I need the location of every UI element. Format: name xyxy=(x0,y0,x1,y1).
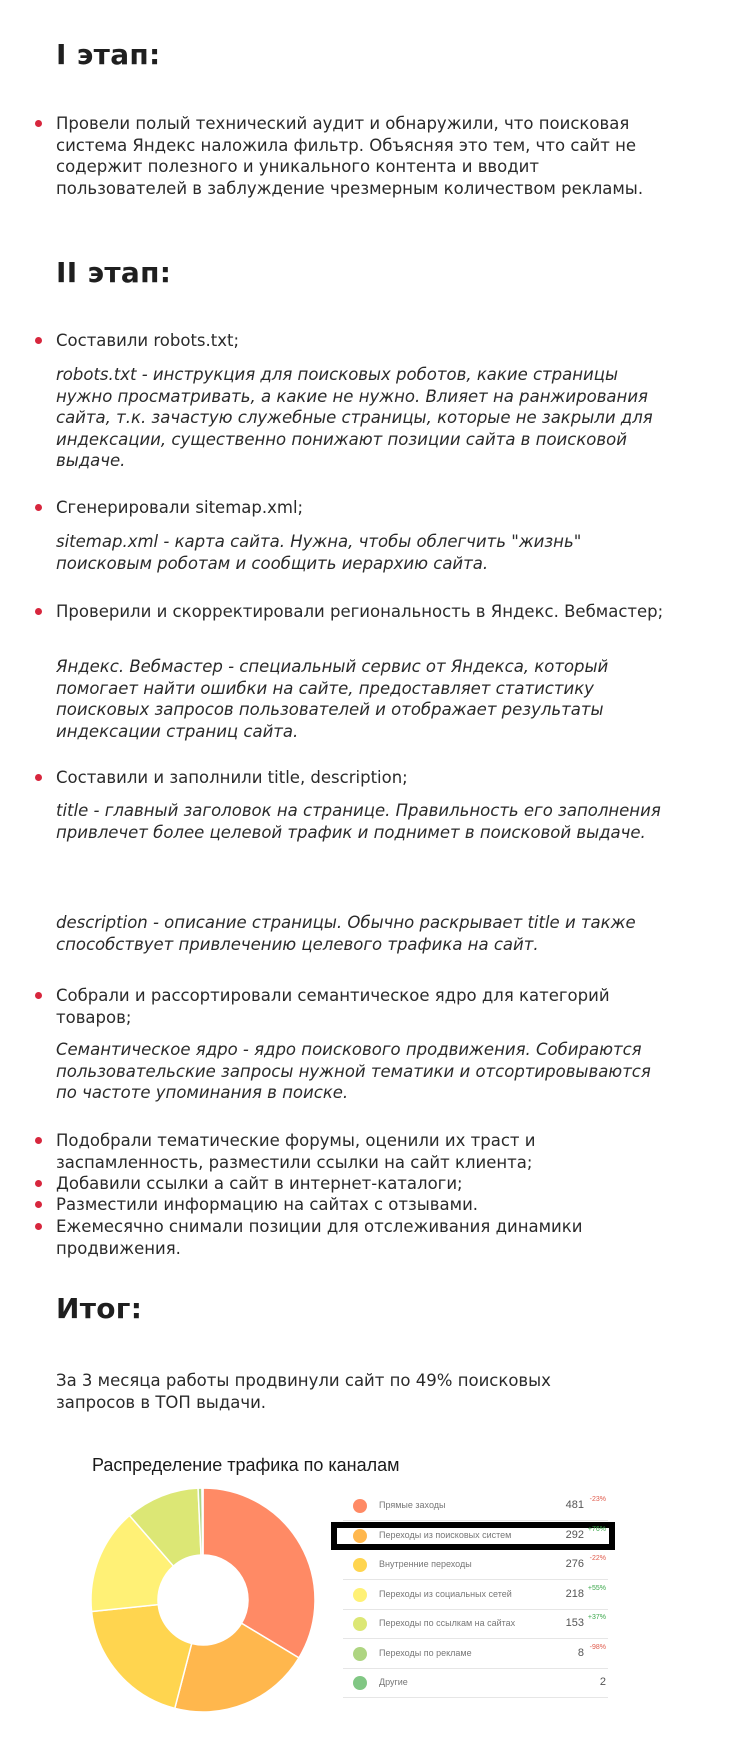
legend-dot-icon xyxy=(353,1617,367,1631)
legend-change: +55% xyxy=(587,1584,606,1592)
legend-dot-icon xyxy=(353,1558,367,1572)
legend-value: 292 xyxy=(565,1528,584,1541)
legend-value: 276 xyxy=(565,1558,584,1570)
legend-row xyxy=(343,1640,608,1669)
legend-value: 481 xyxy=(565,1499,584,1511)
legend-value: 2 xyxy=(599,1676,606,1688)
list-item: Разместили информацию на сайтах с отзывами. xyxy=(56,1194,666,1216)
chart-title: Распределение трафика по каналам xyxy=(92,1455,400,1475)
legend-label: Переходы по ссылкам на сайтах xyxy=(379,1618,516,1628)
legend-label: Другие xyxy=(379,1677,408,1687)
legend-change: -98% xyxy=(589,1643,606,1651)
list-item: Ежемесячно снимали позиции для отслеживания динамики продвижения. xyxy=(56,1216,666,1259)
legend-label: Переходы из поисковых систем xyxy=(379,1529,512,1540)
note-semantic: Семантическое ядро - ядро поискового продвижения. Собираются пользовательские запросы нужной тематики и отсортировываются по частоте упоминания в поиске. xyxy=(56,1040,651,1102)
result-title: Итог: xyxy=(56,1292,143,1325)
list-item: Собрали и рассортировали семантическое ядро для категорий товаров; xyxy=(56,985,666,1028)
legend-value: 153 xyxy=(565,1617,584,1629)
donut-chart xyxy=(88,1485,318,1715)
legend-row xyxy=(343,1610,608,1639)
legend-dot-icon xyxy=(353,1529,367,1543)
legend-change: -22% xyxy=(589,1555,606,1562)
legend-row xyxy=(343,1551,608,1580)
legend-row xyxy=(343,1522,608,1550)
stage2-title: II этап: xyxy=(56,256,172,289)
legend-row xyxy=(343,1669,608,1698)
legend-value: 218 xyxy=(565,1587,584,1600)
legend-row xyxy=(343,1581,608,1610)
legend-dot-icon xyxy=(353,1647,367,1661)
legend-row xyxy=(343,1492,608,1521)
legend-label: Переходы из социальных сетей xyxy=(379,1588,512,1599)
list-item: Сгенерировали sitemap.xml; xyxy=(56,497,666,519)
legend-change: +76% xyxy=(587,1525,606,1533)
result-text: За 3 месяца работы продвинули сайт по 49% поисковых запросов в ТОП выдачи. xyxy=(56,1371,551,1412)
legend-dot-icon xyxy=(353,1499,367,1513)
list-item: Составили и заполнили title, description; xyxy=(56,767,666,789)
list-item: Проверили и скорректировали региональность в Яндекс. Вебмастер; xyxy=(56,601,666,623)
note-sitemap: sitemap.xml - карта сайта. Нужна, чтобы облегчить "жизнь" поисковым роботам и сообщить иерархию сайта. xyxy=(56,532,582,573)
legend-dot-icon xyxy=(353,1588,367,1602)
note-robots: robots.txt - инструкция для поисковых роботов, какие страницы нужно просматривать, а какие не нужно. Влияет на ранжирования сайта, т.к. зачастую служебные страницы, которые не закрыли для индексации, существенно понижают позиции сайта в поисковой выдаче. xyxy=(56,365,653,470)
pie-slice xyxy=(203,1488,315,1658)
list-item: Составили robots.txt; xyxy=(56,330,666,352)
list-item: Добавили ссылки а сайт в интернет-каталоги; xyxy=(56,1173,666,1195)
note-description: description - описание страницы. Обычно раскрывает title и также способствует привлечению целевого трафика на сайт. xyxy=(56,913,636,954)
legend-value: 8 xyxy=(577,1646,584,1659)
list-item: Подобрали тематические форумы, оценили их траст и заспамленность, разместили ссылки на сайт клиента; xyxy=(56,1130,666,1173)
traffic-chart xyxy=(88,1455,628,1715)
legend-label: Внутренние переходы xyxy=(379,1559,472,1569)
note-title: title - главный заголовок на странице. Правильность его заполнения привлечет более целевой трафик и поднимет в поисковой выдаче. xyxy=(56,801,661,842)
legend-dot-icon xyxy=(353,1676,367,1690)
legend-change: +37% xyxy=(587,1614,606,1621)
legend-label: Прямые заходы xyxy=(379,1500,446,1510)
legend-label: Переходы по рекламе xyxy=(379,1647,472,1658)
legend-change: -23% xyxy=(589,1496,606,1503)
pie-slice xyxy=(92,1605,192,1709)
stage1-bullet: Провели полый технический аудит и обнаружили, что поисковая система Яндекс наложила фильтр. Объясняя это тем, что сайт не содержит полезного и уникального контента и вводит пользователей в заблуждение чрезмерным количеством рекламы. xyxy=(56,113,666,199)
pie-slice xyxy=(202,1488,203,1555)
stage1-title: I этап: xyxy=(56,38,161,71)
note-webmaster: Яндекс. Вебмастер - специальный сервис от Яндекса, который помогает найти ошибки на сайте, предоставляет статистику поисковых запросов пользователей и отображает результаты индексации страниц сайта. xyxy=(56,657,609,741)
